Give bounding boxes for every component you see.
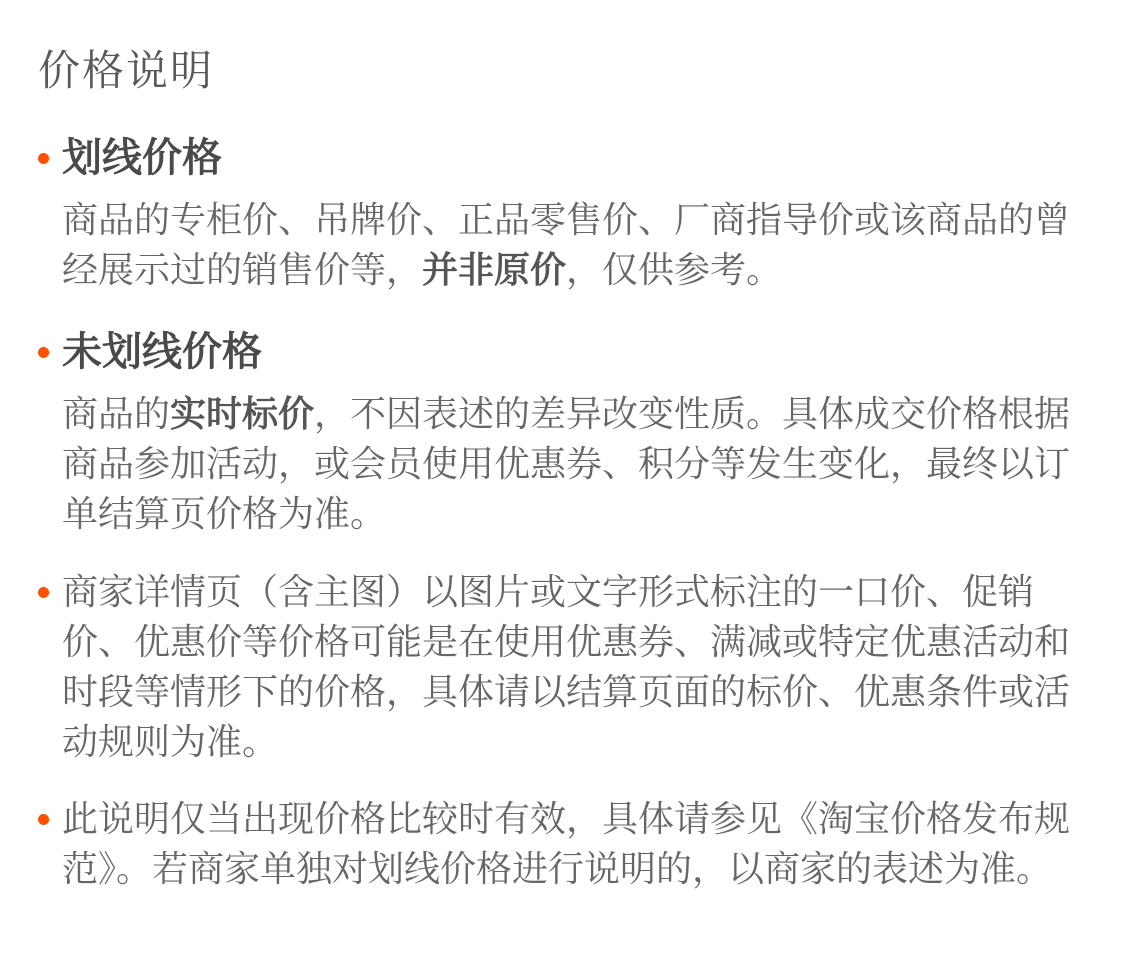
section-heading: 未划线价格 xyxy=(62,330,262,374)
text-run-bold: 实时标价 xyxy=(170,393,315,434)
text-line xyxy=(62,717,1095,767)
section-heading: 划线价格 xyxy=(62,136,222,180)
text-run: 商品的专柜价、吊牌价、正品零售价、厂商指导价或该商品的曾 xyxy=(62,199,1071,240)
text-run: 商家详情页（含主图）以图片或文字形式标注的一口价、促销 xyxy=(62,571,1035,612)
bullet-dot-icon xyxy=(38,153,49,164)
bullet-dot-icon xyxy=(38,814,49,825)
text-run: 价、优惠价等价格可能是在使用优惠券、满减或特定优惠活动和 xyxy=(62,621,1071,662)
text-line xyxy=(62,195,1095,245)
text-run: 范》。若商家单独对划线价格进行说明的，以商家的表述为准。 xyxy=(62,848,1053,889)
text-line xyxy=(62,245,1095,295)
section-strikethrough-price xyxy=(38,133,1095,295)
page-title: 价格说明 xyxy=(38,47,215,94)
text-run: ，仅供参考。 xyxy=(566,249,783,290)
text-run-bold: 并非原价 xyxy=(422,249,567,290)
text-run: 动规则为准。 xyxy=(62,721,279,762)
section-unstruck-price xyxy=(38,327,1095,539)
text-run: 商品参加活动，或会员使用优惠券、积分等发生变化，最终以订 xyxy=(62,443,1071,484)
text-run: 此说明仅当出现价格比较时有效，具体请参见《淘宝价格发布规 xyxy=(62,798,1071,839)
paragraph-text xyxy=(62,567,1095,767)
text-line xyxy=(62,617,1095,667)
text-run: 单结算页价格为准。 xyxy=(62,493,387,534)
paragraph-text xyxy=(62,195,1095,295)
paragraph-text xyxy=(62,389,1095,539)
text-line xyxy=(62,667,1095,717)
bullet-dot-icon xyxy=(38,587,49,598)
text-line xyxy=(62,844,1095,894)
text-run: ，不因表述的差异改变性质。具体成交价格根据 xyxy=(314,393,1071,434)
text-line xyxy=(62,567,1095,617)
text-line xyxy=(62,489,1095,539)
text-run: 经展示过的销售价等， xyxy=(62,249,423,290)
text-line xyxy=(62,439,1095,489)
text-line xyxy=(62,794,1095,844)
section-validity-note xyxy=(38,794,1095,894)
text-run: 时段等情形下的价格，具体请以结算页面的标价、优惠条件或活 xyxy=(62,671,1071,712)
text-run: 商品的 xyxy=(62,393,171,434)
section-merchant-detail-page xyxy=(38,567,1095,767)
bullet-dot-icon xyxy=(38,347,49,358)
text-line xyxy=(62,389,1095,439)
paragraph-text xyxy=(62,794,1095,894)
